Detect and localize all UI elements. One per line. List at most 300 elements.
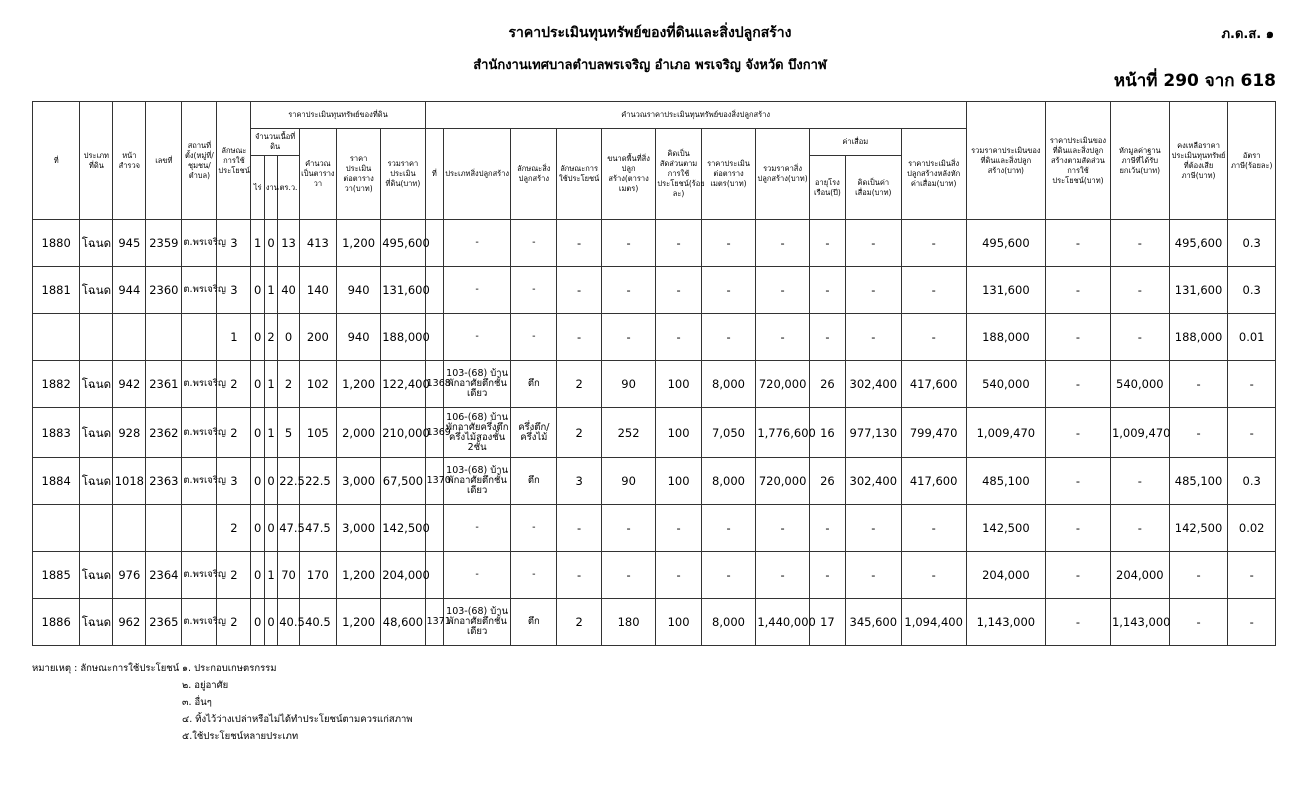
cell-b-price: - — [701, 552, 756, 599]
col-b-after-dep: ราคาประเมินสิ่งปลูกสร้างหลังหักค่าเสื่อม(บาท) — [901, 129, 966, 220]
cell-usage: 2 — [217, 552, 251, 599]
cell-loc: ต.พรเจริญ — [182, 599, 217, 646]
table-row — [33, 505, 1276, 552]
cell-usage: 3 — [217, 220, 251, 267]
assessment-table — [32, 101, 1276, 646]
cell-exempt: 204,000 — [1110, 552, 1169, 599]
col-survey-page: หน้าสำรวจ — [113, 102, 146, 220]
table-row — [33, 552, 1276, 599]
cell-wa: 22.5 — [278, 458, 300, 505]
col-exemption: หักมูลค่าฐานภาษีที่ได้รับยกเว้น(บาท) — [1110, 102, 1169, 220]
cell-sum: 485,100 — [966, 458, 1045, 505]
cell-b-kind: - — [511, 267, 557, 314]
table-row — [33, 599, 1276, 646]
col-no: ที่ — [33, 102, 80, 220]
cell-price-wa: 940 — [336, 267, 380, 314]
cell-land-type: โฉนด — [80, 361, 113, 408]
office-subtitle: สำนักงานเทศบาลตำบลพรเจริญ อำเภอ พรเจริญ จังหวัด บึงกาฬ — [473, 58, 827, 73]
cell-taxable: - — [1169, 552, 1228, 599]
cell-parcel: 2362 — [146, 408, 182, 458]
cell-price-wa: 3,000 — [336, 458, 380, 505]
cell-no: 1885 — [33, 552, 80, 599]
cell-b-type: - — [444, 505, 511, 552]
cell-b-age: 17 — [809, 599, 845, 646]
cell-b-size: - — [601, 505, 656, 552]
col-sqwa-total: คำนวณเป็นตารางวา — [299, 129, 336, 220]
col-ngan: งาน — [264, 156, 277, 220]
cell-ratio: - — [1046, 552, 1111, 599]
cell-b-price: - — [701, 505, 756, 552]
cell-sum: 131,600 — [966, 267, 1045, 314]
col-b-size: ขนาดพื้นที่สิ่งปลูกสร้าง(ตารางเมตร) — [601, 129, 656, 220]
cell-price-wa: 3,000 — [336, 505, 380, 552]
cell-b-after: 417,600 — [901, 361, 966, 408]
cell-b-size: - — [601, 220, 656, 267]
col-price-per-wa: ราคาประเมินต่อตารางวา(บาท) — [336, 129, 380, 220]
cell-parcel: 2363 — [146, 458, 182, 505]
cell-b-dep: - — [845, 267, 901, 314]
cell-b-total: - — [756, 314, 810, 361]
cell-b-age: - — [809, 505, 845, 552]
cell-rai: 0 — [251, 267, 264, 314]
cell-ratio: - — [1046, 408, 1111, 458]
col-b-usage: ลักษณะการใช้ประโยชน์ — [557, 129, 601, 220]
cell-land-type: โฉนด — [80, 220, 113, 267]
cell-b-type: - — [444, 267, 511, 314]
cell-exempt: - — [1110, 505, 1169, 552]
cell-loc: ต.พรเจริญ — [182, 220, 217, 267]
table-row — [33, 314, 1276, 361]
cell-land-total: 142,500 — [381, 505, 425, 552]
cell-b-after: 799,470 — [901, 408, 966, 458]
cell-page: 942 — [113, 361, 146, 408]
cell-ngan: 1 — [264, 361, 277, 408]
table-row — [33, 458, 1276, 505]
area-group-header: จำนวนเนื้อที่ดิน — [251, 129, 299, 156]
table-row — [33, 220, 1276, 267]
cell-b-price: - — [701, 267, 756, 314]
table-row — [33, 267, 1276, 314]
cell-usage: 2 — [217, 408, 251, 458]
cell-sum: 1,009,470 — [966, 408, 1045, 458]
cell-page — [113, 314, 146, 361]
cell-sqwa: 140 — [299, 267, 336, 314]
cell-no: 1880 — [33, 220, 80, 267]
cell-exempt: - — [1110, 458, 1169, 505]
cell-exempt: - — [1110, 220, 1169, 267]
cell-b-age: 26 — [809, 458, 845, 505]
cell-sqwa: 170 — [299, 552, 336, 599]
cell-rate: - — [1228, 599, 1276, 646]
cell-ratio: - — [1046, 599, 1111, 646]
cell-b-pct: 100 — [656, 361, 701, 408]
cell-ngan: 0 — [264, 599, 277, 646]
cell-usage: 3 — [217, 458, 251, 505]
cell-rai: 0 — [251, 505, 264, 552]
notes-list — [182, 660, 413, 745]
cell-page: 976 — [113, 552, 146, 599]
cell-b-price: 8,000 — [701, 458, 756, 505]
cell-sqwa: 22.5 — [299, 458, 336, 505]
col-taxable: คงเหลือราคาประเมินทุนทรัพย์ที่ต้องเสียภาษี(บาท) — [1169, 102, 1228, 220]
cell-exempt: 1,143,000 — [1110, 599, 1169, 646]
cell-loc — [182, 314, 217, 361]
cell-b-age: - — [809, 267, 845, 314]
cell-page: 944 — [113, 267, 146, 314]
cell-taxable: 142,500 — [1169, 505, 1228, 552]
cell-b-dep: 302,400 — [845, 458, 901, 505]
cell-land-total: 204,000 — [381, 552, 425, 599]
cell-b-kind: ตึก — [511, 361, 557, 408]
cell-land-type — [80, 505, 113, 552]
cell-no — [33, 505, 80, 552]
cell-b-pct: 100 — [656, 599, 701, 646]
cell-b-kind: ตึก — [511, 599, 557, 646]
cell-exempt: - — [1110, 314, 1169, 361]
cell-land-total: 67,500 — [381, 458, 425, 505]
cell-loc — [182, 505, 217, 552]
cell-land-total: 188,000 — [381, 314, 425, 361]
cell-sum: 204,000 — [966, 552, 1045, 599]
cell-b-total: 1,776,600 — [756, 408, 810, 458]
cell-rate: 0.01 — [1228, 314, 1276, 361]
cell-page — [113, 505, 146, 552]
cell-b-type: - — [444, 314, 511, 361]
cell-usage: 1 — [217, 314, 251, 361]
cell-b-pct: - — [656, 267, 701, 314]
cell-b-size: 252 — [601, 408, 656, 458]
cell-b-usage: 2 — [557, 408, 601, 458]
page-number: หน้าที่ 290 จาก 618 — [1113, 71, 1276, 91]
cell-no: 1886 — [33, 599, 80, 646]
cell-wa: 2 — [278, 361, 300, 408]
cell-b-no: 1369 — [425, 408, 444, 458]
cell-rai: 0 — [251, 361, 264, 408]
cell-exempt: - — [1110, 267, 1169, 314]
cell-b-total: - — [756, 505, 810, 552]
cell-b-pct: - — [656, 220, 701, 267]
note-item: ๒. อยู่อาศัย — [182, 680, 229, 691]
cell-b-total: - — [756, 552, 810, 599]
cell-b-after: - — [901, 314, 966, 361]
cell-b-age: 26 — [809, 361, 845, 408]
cell-rate: - — [1228, 408, 1276, 458]
cell-b-type: 103-(68) บ้านพักอาศัยตึกชั้นเดียว — [444, 599, 511, 646]
cell-b-size: 90 — [601, 361, 656, 408]
cell-no: 1882 — [33, 361, 80, 408]
cell-ngan: 1 — [264, 552, 277, 599]
note-item: ๔. ทิ้งไว้ว่างเปล่าหรือไม่ได้ทำประโยชน์ตามควรแก่สภาพ — [182, 714, 413, 725]
cell-no: 1883 — [33, 408, 80, 458]
cell-sqwa: 105 — [299, 408, 336, 458]
col-b-total: รวมราคาสิ่งปลูกสร้าง(บาท) — [756, 129, 810, 220]
cell-b-size: 90 — [601, 458, 656, 505]
cell-price-wa: 1,200 — [336, 552, 380, 599]
cell-taxable: - — [1169, 599, 1228, 646]
cell-b-usage: - — [557, 505, 601, 552]
cell-ratio: - — [1046, 314, 1111, 361]
cell-parcel — [146, 505, 182, 552]
form-code: ภ.ด.ส. ๑ — [1221, 27, 1274, 42]
table-row — [33, 361, 1276, 408]
cell-price-wa: 940 — [336, 314, 380, 361]
cell-b-pct: 100 — [656, 408, 701, 458]
building-group-header: คำนวณราคาประเมินทุนทรัพย์ของสิ่งปลูกสร้าง — [425, 102, 966, 129]
cell-b-dep: - — [845, 505, 901, 552]
cell-no: 1884 — [33, 458, 80, 505]
col-location: สถานที่ตั้ง(หมู่ที่/ชุมชน/ตำบล) — [182, 102, 217, 220]
cell-b-type: - — [444, 552, 511, 599]
cell-sum: 1,143,000 — [966, 599, 1045, 646]
cell-parcel: 2365 — [146, 599, 182, 646]
cell-page: 1018 — [113, 458, 146, 505]
cell-b-total: - — [756, 220, 810, 267]
cell-b-price: 8,000 — [701, 599, 756, 646]
col-tax-rate: อัตราภาษี(ร้อยละ) — [1228, 102, 1276, 220]
cell-b-usage: - — [557, 314, 601, 361]
cell-taxable: 495,600 — [1169, 220, 1228, 267]
cell-land-type: โฉนด — [80, 458, 113, 505]
cell-sum: 495,600 — [966, 220, 1045, 267]
cell-b-usage: 2 — [557, 361, 601, 408]
cell-b-usage: 2 — [557, 599, 601, 646]
cell-b-after: 417,600 — [901, 458, 966, 505]
cell-wa: 70 — [278, 552, 300, 599]
cell-sqwa: 47.5 — [299, 505, 336, 552]
col-b-kind: ลักษณะสิ่งปลูกสร้าง — [511, 129, 557, 220]
cell-sqwa: 102 — [299, 361, 336, 408]
cell-sum: 142,500 — [966, 505, 1045, 552]
cell-rai: 0 — [251, 458, 264, 505]
cell-b-pct: - — [656, 552, 701, 599]
cell-wa: 40 — [278, 267, 300, 314]
cell-land-type: โฉนด — [80, 599, 113, 646]
cell-parcel — [146, 314, 182, 361]
cell-b-dep: 302,400 — [845, 361, 901, 408]
cell-wa: 40.5 — [278, 599, 300, 646]
cell-wa: 5 — [278, 408, 300, 458]
cell-b-no: 1368 — [425, 361, 444, 408]
cell-b-after: - — [901, 220, 966, 267]
cell-sum: 188,000 — [966, 314, 1045, 361]
cell-ngan: 0 — [264, 220, 277, 267]
cell-b-dep: - — [845, 220, 901, 267]
cell-b-kind: ครึ่งตึก/ครึ่งไม้ — [511, 408, 557, 458]
cell-b-price: 7,050 — [701, 408, 756, 458]
cell-taxable: 188,000 — [1169, 314, 1228, 361]
cell-wa: 13 — [278, 220, 300, 267]
cell-land-total: 48,600 — [381, 599, 425, 646]
cell-ratio: - — [1046, 458, 1111, 505]
cell-price-wa: 1,200 — [336, 361, 380, 408]
cell-b-age: - — [809, 314, 845, 361]
cell-land-total: 131,600 — [381, 267, 425, 314]
cell-b-usage: - — [557, 552, 601, 599]
cell-b-no: 1370 — [425, 458, 444, 505]
cell-parcel: 2361 — [146, 361, 182, 408]
note-item: ๓. อื่นๆ — [182, 697, 212, 708]
col-rai: ไร่ — [251, 156, 264, 220]
cell-b-size: - — [601, 314, 656, 361]
col-sum-total: รวมราคาประเมินของที่ดินและสิ่งปลูกสร้าง(บาท) — [966, 102, 1045, 220]
cell-sqwa: 413 — [299, 220, 336, 267]
cell-b-after: 1,094,400 — [901, 599, 966, 646]
cell-b-dep: 345,600 — [845, 599, 901, 646]
col-ratio-value: ราคาประเมินของที่ดินและสิ่งปลูกสร้างตามสัดส่วนการใช้ประโยชน์(บาท) — [1046, 102, 1111, 220]
cell-land-total: 210,000 — [381, 408, 425, 458]
cell-land-total: 122,400 — [381, 361, 425, 408]
cell-page: 962 — [113, 599, 146, 646]
cell-exempt: 540,000 — [1110, 361, 1169, 408]
cell-b-type: 103-(68) บ้านพักอาศัยตึกชั้นเดียว — [444, 458, 511, 505]
cell-loc: ต.พรเจริญ — [182, 458, 217, 505]
cell-loc: ต.พรเจริญ — [182, 408, 217, 458]
cell-price-wa: 1,200 — [336, 220, 380, 267]
col-b-price-sqm: ราคาประเมินต่อตารางเมตร(บาท) — [701, 129, 756, 220]
cell-ngan: 1 — [264, 408, 277, 458]
cell-parcel: 2364 — [146, 552, 182, 599]
cell-exempt: 1,009,470 — [1110, 408, 1169, 458]
cell-sqwa: 200 — [299, 314, 336, 361]
cell-land-type: โฉนด — [80, 408, 113, 458]
cell-land-type: โฉนด — [80, 552, 113, 599]
document-title: ราคาประเมินทุนทรัพย์ของที่ดินและสิ่งปลูกสร้าง — [508, 25, 792, 41]
cell-b-total: 720,000 — [756, 361, 810, 408]
cell-b-kind: - — [511, 220, 557, 267]
col-land-type: ประเภทที่ดิน — [80, 102, 113, 220]
cell-b-size: - — [601, 552, 656, 599]
cell-parcel: 2359 — [146, 220, 182, 267]
table-row — [33, 408, 1276, 458]
cell-taxable: - — [1169, 408, 1228, 458]
cell-b-pct: - — [656, 505, 701, 552]
cell-b-total: 720,000 — [756, 458, 810, 505]
cell-land-type: โฉนด — [80, 267, 113, 314]
cell-ratio: - — [1046, 505, 1111, 552]
cell-b-dep: 977,130 — [845, 408, 901, 458]
col-land-total: รวมราคาประเมินที่ดิน(บาท) — [381, 129, 425, 220]
cell-rai: 0 — [251, 408, 264, 458]
cell-b-kind: ตึก — [511, 458, 557, 505]
cell-b-price: 8,000 — [701, 361, 756, 408]
cell-usage: 3 — [217, 267, 251, 314]
cell-taxable: 131,600 — [1169, 267, 1228, 314]
cell-b-size: 180 — [601, 599, 656, 646]
cell-b-type: 103-(68) บ้านพักอาศัยตึกชั้นเดียว — [444, 361, 511, 408]
cell-b-kind: - — [511, 314, 557, 361]
cell-usage: 2 — [217, 361, 251, 408]
cell-ratio: - — [1046, 267, 1111, 314]
cell-rai: 0 — [251, 314, 264, 361]
cell-loc: ต.พรเจริญ — [182, 552, 217, 599]
cell-ngan: 0 — [264, 505, 277, 552]
cell-taxable: - — [1169, 361, 1228, 408]
notes-label: หมายเหตุ : ลักษณะการใช้ประโยชน์ — [32, 663, 180, 674]
cell-rate: - — [1228, 361, 1276, 408]
cell-ngan: 2 — [264, 314, 277, 361]
table-body — [33, 220, 1276, 646]
col-b-pct: คิดเป็นสัดส่วนตามการใช้ประโยชน์(ร้อยละ) — [656, 129, 701, 220]
cell-wa: 0 — [278, 314, 300, 361]
cell-loc: ต.พรเจริญ — [182, 361, 217, 408]
cell-page: 928 — [113, 408, 146, 458]
cell-rate: 0.3 — [1228, 458, 1276, 505]
cell-b-usage: - — [557, 220, 601, 267]
cell-rai: 0 — [251, 552, 264, 599]
cell-b-total: 1,440,000 — [756, 599, 810, 646]
cell-b-type: 106-(68) บ้านพักอาศัยครึ่งตึกครึ่งไม้สองชั้น 2ชั้น — [444, 408, 511, 458]
cell-b-after: - — [901, 505, 966, 552]
cell-b-usage: 3 — [557, 458, 601, 505]
col-b-age: อายุโรงเรือน(ปี) — [809, 156, 845, 220]
cell-b-size: - — [601, 267, 656, 314]
cell-wa: 47.5 — [278, 505, 300, 552]
cell-b-dep: - — [845, 314, 901, 361]
cell-b-pct: - — [656, 314, 701, 361]
cell-land-total: 495,600 — [381, 220, 425, 267]
cell-page: 945 — [113, 220, 146, 267]
cell-rai: 1 — [251, 220, 264, 267]
col-b-no: ที่ — [425, 129, 444, 220]
cell-b-age: - — [809, 220, 845, 267]
cell-b-kind: - — [511, 552, 557, 599]
cell-parcel: 2360 — [146, 267, 182, 314]
cell-b-price: - — [701, 314, 756, 361]
cell-no — [33, 314, 80, 361]
cell-b-after: - — [901, 267, 966, 314]
cell-b-kind: - — [511, 505, 557, 552]
cell-b-total: - — [756, 267, 810, 314]
cell-sqwa: 40.5 — [299, 599, 336, 646]
cell-rate: 0.02 — [1228, 505, 1276, 552]
cell-rate: - — [1228, 552, 1276, 599]
col-wa: ตร.ว. — [278, 156, 300, 220]
cell-b-age: 16 — [809, 408, 845, 458]
cell-b-age: - — [809, 552, 845, 599]
cell-b-dep: - — [845, 552, 901, 599]
land-group-header: ราคาประเมินทุนทรัพย์ของที่ดิน — [251, 102, 425, 129]
cell-ratio: - — [1046, 220, 1111, 267]
cell-b-usage: - — [557, 267, 601, 314]
cell-price-wa: 1,200 — [336, 599, 380, 646]
col-b-type: ประเภทสิ่งปลูกสร้าง — [444, 129, 511, 220]
cell-rate: 0.3 — [1228, 220, 1276, 267]
cell-b-pct: 100 — [656, 458, 701, 505]
cell-ngan: 1 — [264, 267, 277, 314]
cell-no: 1881 — [33, 267, 80, 314]
col-parcel-no: เลขที่ — [146, 102, 182, 220]
cell-ngan: 0 — [264, 458, 277, 505]
cell-rate: 0.3 — [1228, 267, 1276, 314]
cell-loc: ต.พรเจริญ — [182, 267, 217, 314]
note-item: ๕.ใช้ประโยชน์หลายประเภท — [182, 731, 299, 742]
cell-sum: 540,000 — [966, 361, 1045, 408]
cell-b-no: 1371 — [425, 599, 444, 646]
cell-b-price: - — [701, 220, 756, 267]
cell-usage: 2 — [217, 505, 251, 552]
depreciation-group-header: ค่าเสื่อม — [809, 129, 901, 156]
cell-land-type — [80, 314, 113, 361]
cell-taxable: 485,100 — [1169, 458, 1228, 505]
col-b-dep-amount: คิดเป็นค่าเสื่อม(บาท) — [845, 156, 901, 220]
cell-b-type: - — [444, 220, 511, 267]
cell-rai: 0 — [251, 599, 264, 646]
cell-usage: 2 — [217, 599, 251, 646]
cell-ratio: - — [1046, 361, 1111, 408]
cell-price-wa: 2,000 — [336, 408, 380, 458]
col-usage: ลักษณะการใช้ประโยชน์ — [217, 102, 251, 220]
note-item: ๑. ประกอบเกษตรกรรม — [182, 663, 277, 674]
